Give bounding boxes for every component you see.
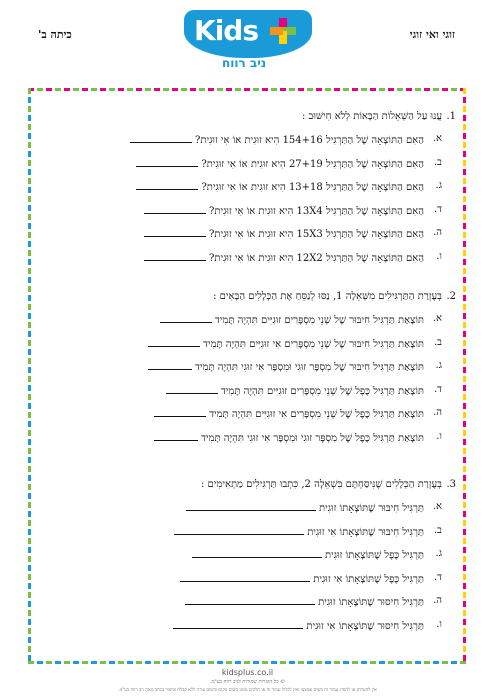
item-text: תּוֹצָאַת תַּרְגִּיל כֶּפֶל שֶׁל שְׁנֵי מִסְפָּרִים אִי זוּגִיִּים תִּהְיֶה תָּמִיד (209, 409, 424, 420)
question-1 (47, 110, 456, 273)
item-text: הַאִם הַתּוֹצָאָה שֶׁל הַתַּרְגִּיל 13X4 הִיא זוּגִית אוֹ אִי זוּגִית? (208, 205, 424, 217)
answer-line[interactable] (160, 312, 212, 323)
answer-line[interactable] (154, 430, 198, 441)
question-number: 2. (446, 291, 456, 302)
kids-plus-logo (184, 6, 312, 70)
grade-label: כיתה ב' (38, 28, 72, 41)
item-letter: ב. (434, 336, 442, 348)
item-letter: ב. (434, 156, 442, 168)
question-text: עֲנוּ עַל הַשְּׁאֵלוֹת הַבָּאוֹת לְלֹא חִישּׁוּב : (302, 111, 442, 122)
list-item (47, 132, 442, 156)
item-letter: א. (432, 133, 442, 144)
frame-left-border (28, 88, 31, 664)
item-letter: ג. (435, 180, 442, 191)
item-letter: ה. (433, 407, 442, 418)
answer-line[interactable] (136, 156, 198, 167)
item-text: הַאִם הַתּוֹצָאָה שֶׁל הַתַּרְגִּיל 27+19 הִיא זוּגִית אוֹ אִי זוּגִית? (201, 158, 424, 170)
item-letter: ו. (436, 250, 442, 262)
answer-line[interactable] (174, 524, 304, 535)
item-text: תַּרְגִּיל חִיסּוּר שֶׁתּוֹצָאָתוֹ זוּגִית (318, 597, 424, 608)
answer-line[interactable] (186, 500, 316, 511)
item-text: תּוֹצָאַת תַּרְגִּיל חִיבּוּר שֶׁל שְׁנֵי מִסְפָּרִים אִי זוּגִיִּים תִּהְיֶה תָּמִיד (203, 338, 424, 350)
item-letter: ו. (436, 430, 442, 442)
item-letter: ד. (434, 383, 442, 395)
answer-line[interactable] (154, 406, 206, 417)
item-letter: ג. (435, 548, 442, 559)
question-2-title (47, 290, 456, 304)
list-item (47, 336, 442, 360)
list-item (47, 500, 442, 524)
answer-line[interactable] (148, 359, 192, 370)
item-text: תַּרְגִּיל חִיבּוּר שֶׁתּוֹצָאָתוֹ זוּגִית (319, 503, 424, 514)
question-3 (47, 478, 456, 641)
frame-right-border (463, 88, 466, 664)
item-text: תַּרְגִּיל כֶּפֶל שֶׁתּוֹצָאָתוֹ אִי זוּגִית (313, 573, 424, 585)
question-number: 3. (446, 479, 456, 490)
question-number: 1. (446, 111, 456, 122)
list-item (47, 571, 442, 595)
answer-line[interactable] (144, 226, 206, 237)
answer-line[interactable] (185, 594, 315, 605)
list-item (47, 383, 442, 407)
list-item (47, 406, 442, 430)
answer-line[interactable] (136, 179, 198, 190)
list-item (47, 312, 442, 336)
answer-line[interactable] (130, 132, 192, 143)
page-footer (0, 668, 495, 693)
item-text: תּוֹצָאַת תַּרְגִּיל חִיבּוּר שֶׁל שְׁנֵי מִסְפָּרִים זוּגִיִּים תִּהְיֶה תָּמִיד (214, 315, 424, 326)
frame-bottom-border (28, 661, 466, 664)
list-item (47, 359, 442, 383)
item-letter: ה. (433, 595, 442, 606)
list-item (47, 226, 442, 250)
item-letter: ג. (435, 360, 442, 371)
logo-subtitle: ניב רווח (222, 56, 267, 70)
item-letter: ו. (436, 618, 442, 630)
frame-top-border (28, 88, 466, 91)
list-item (47, 594, 442, 618)
item-text: תַּרְגִּיל חִיבּוּר שֶׁתּוֹצָאָתוֹ אִי זוּגִית (307, 526, 424, 538)
list-item (47, 203, 442, 227)
list-item (47, 156, 442, 180)
question-3-title (47, 478, 456, 492)
item-letter: ד. (434, 203, 442, 215)
answer-line[interactable] (148, 336, 200, 347)
copyright-text: © כל הזכויות שמורות לניב רווח בע"מ. (209, 679, 286, 685)
list-item (47, 547, 442, 571)
legal-notice: אין להעתיק או להפיץ עמוד זה בשום אמצעי ואין לכלול עמוד זה או חלקים ממנו בשום מקום ובשום צורה ללא קבלת אישור בכתב מאת ניב רווח בע"מ. (118, 688, 377, 693)
item-text: תּוֹצָאַת תַּרְגִּיל כֶּפֶל שֶׁל שְׁנֵי מִסְפָּרִים זוּגִיִּים תִּהְיֶה תָּמִיד (221, 385, 424, 397)
item-text: הַאִם הַתּוֹצָאָה שֶׁל הַתַּרְגִּיל 154+16 הִיא זוּגִית אוֹ אִי זוּגִית? (195, 135, 424, 146)
item-text: תַּרְגִּיל חִיסּוּר שֶׁתּוֹצָאָתוֹ אִי זוּגִית (306, 620, 424, 632)
answer-line[interactable] (192, 547, 322, 558)
item-text: הַאִם הַתּוֹצָאָה שֶׁל הַתַּרְגִּיל 13+18 הִיא זוּגִית אוֹ אִי זוּגִית? (201, 182, 424, 193)
item-letter: ב. (434, 524, 442, 536)
item-text: תּוֹצָאַת תַּרְגִּיל כֶּפֶל שֶׁל מִסְפָּר זוּגִי וּמִסְפָּר אִי זוּגִי תִּהְיֶה תָּמִיד (201, 432, 424, 444)
answer-line[interactable] (144, 203, 206, 214)
item-letter: א. (432, 313, 442, 324)
list-item (47, 179, 442, 203)
question-text: בְּעֶזְרַת הַכְּלָלִים שֶׁנִּיסַּחְתֶּם בִּשְׁאֵלָה 2, כִּתְבוּ תַּרְגִּילִים מַתְאִימִים : (200, 479, 442, 490)
item-letter: ד. (434, 571, 442, 583)
list-item (47, 250, 442, 274)
logo-word: Kids (194, 14, 259, 47)
answer-line[interactable] (144, 250, 206, 261)
question-1-title (47, 110, 456, 124)
list-item (47, 430, 442, 454)
question-2 (47, 290, 456, 453)
answer-line[interactable] (180, 571, 310, 582)
answer-line[interactable] (173, 618, 303, 629)
item-text: הַאִם הַתּוֹצָאָה שֶׁל הַתַּרְגִּיל 15X3 הִיא זוּגִית אוֹ אִי זוּגִית? (208, 229, 424, 240)
answer-line[interactable] (166, 383, 218, 394)
list-item (47, 524, 442, 548)
item-text: הַאִם הַתּוֹצָאָה שֶׁל הַתַּרְגִּיל 12X2 הִיא זוּגִית אוֹ אִי זוּגִית? (208, 252, 424, 264)
page-header (0, 0, 495, 80)
question-text: בְּעֶזְרַת הַתַּרְגִּילִים מִשְּׁאֵלָה 1, נַסּוּ לְנַסֵּחַ אֶת הַכְּלָלִים הַבָּאִים : (213, 291, 442, 302)
item-text: תּוֹצָאַת תַּרְגִּיל חִיבּוּר שֶׁל מִסְפָּר זוּגִי וּמִסְפָּר אִי זוּגִי תִּהְיֶה תָּמִיד (195, 362, 424, 373)
list-item (47, 618, 442, 642)
item-text: תַּרְגִּיל כֶּפֶל שֶׁתּוֹצָאָתוֹ זוּגִית (325, 550, 424, 561)
worksheet-title: זוגי ואי זוגי (409, 28, 455, 41)
item-letter: א. (432, 501, 442, 512)
plus-icon (270, 18, 296, 44)
item-letter: ה. (433, 227, 442, 238)
site-link[interactable]: kidsplus.co.il (221, 668, 274, 677)
